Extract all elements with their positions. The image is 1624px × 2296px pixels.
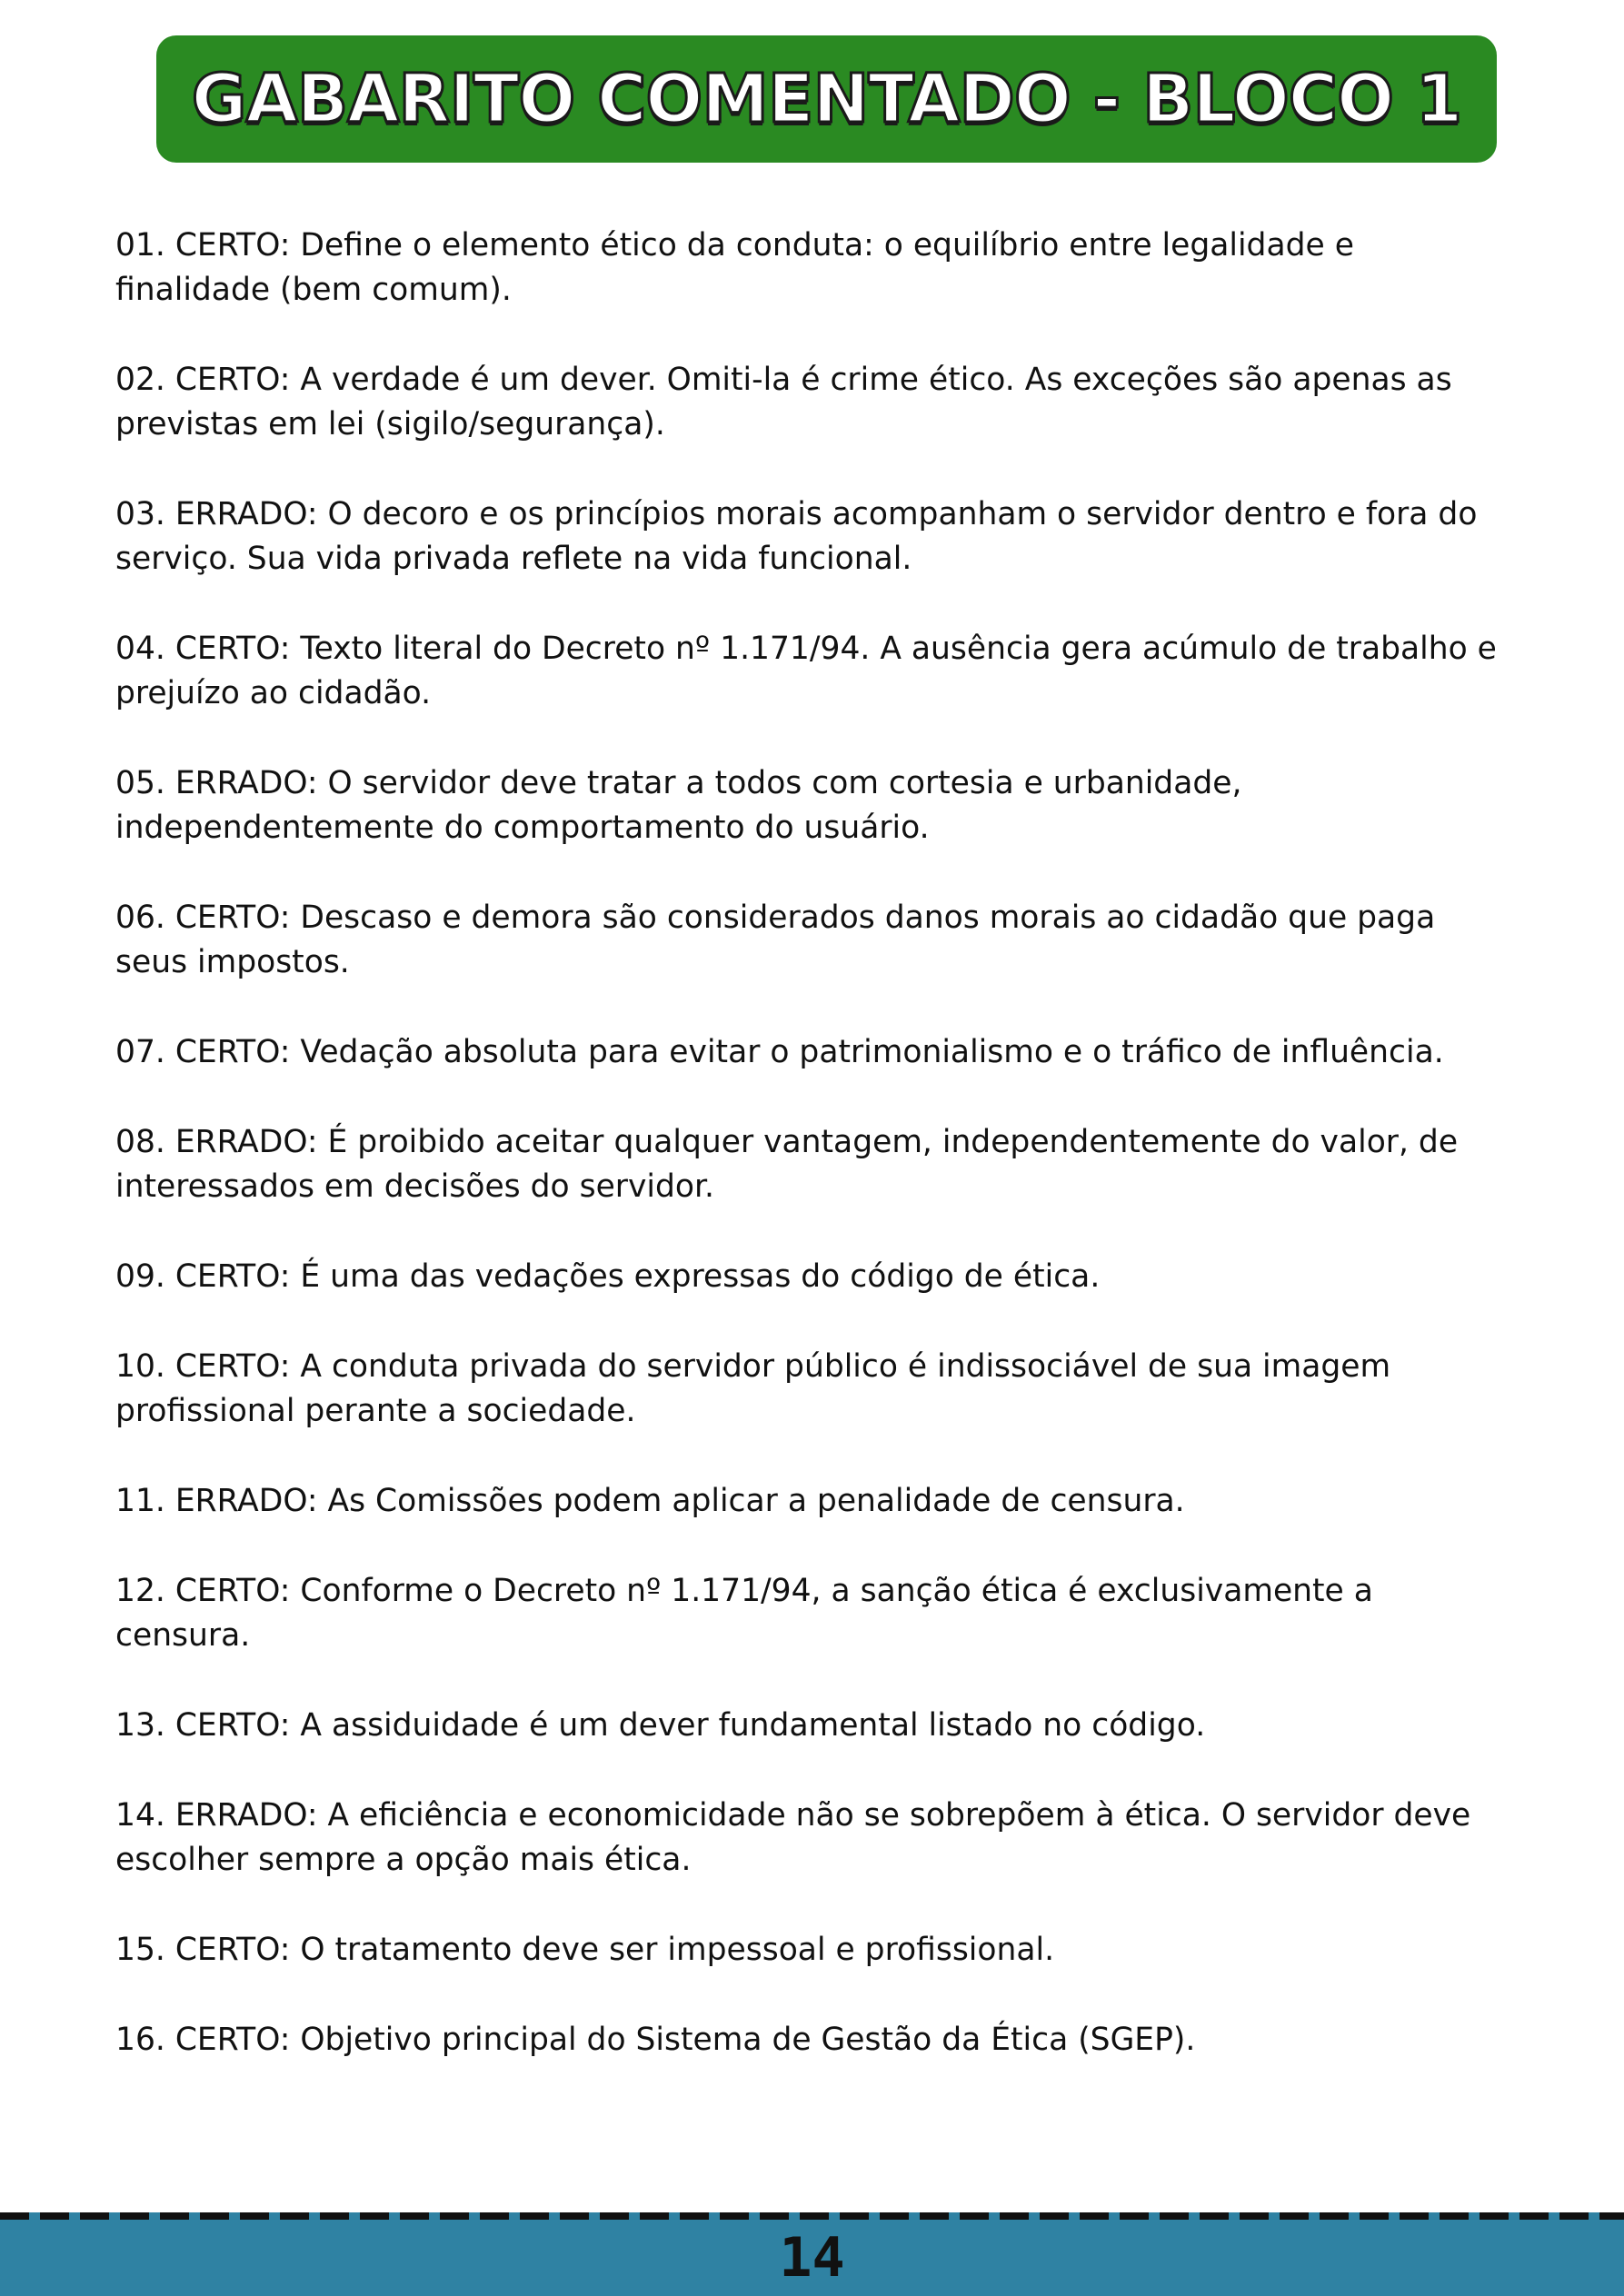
- title-banner: [156, 35, 1497, 163]
- answer-item: 13. CERTO: A assiduidade é um dever fundamental listado no código.: [115, 1707, 1206, 1744]
- answer-item: 02. CERTO: A verdade é um dever. Omiti-la é crime ético. As exceções são apenas as previstas em lei (sigilo/segurança).: [115, 362, 1452, 442]
- answer-item: 12. CERTO: Conforme o Decreto nº 1.171/94, a sanção ética é exclusivamente a censura.: [115, 1573, 1373, 1654]
- footer-dashed-border: [0, 2212, 1624, 2220]
- page-number: 14: [779, 2226, 845, 2290]
- answer-item: 08. ERRADO: É proibido aceitar qualquer vantagem, independentemente do valor, de interessados em decisões do servidor.: [115, 1124, 1459, 1205]
- answer-item: 01. CERTO: Define o elemento ético da conduta: o equilíbrio entre legalidade e finalidade (bem comum).: [115, 227, 1354, 308]
- answer-item: 07. CERTO: Vedação absoluta para evitar o patrimonialismo e o tráfico de influência.: [115, 1034, 1444, 1070]
- answer-item: 05. ERRADO: O servidor deve tratar a todos com cortesia e urbanidade, independentemente do comportamento do usuário.: [115, 765, 1242, 846]
- answer-item: 10. CERTO: A conduta privada do servidor público é indissociável de sua imagem profissional perante a sociedade.: [115, 1348, 1391, 1429]
- answer-item: 09. CERTO: É uma das vedações expressas do código de ética.: [115, 1258, 1101, 1295]
- answer-item: 03. ERRADO: O decoro e os princípios morais acompanham o servidor dentro e fora do serviço. Sua vida privada reflete na vida funcional.: [115, 496, 1478, 577]
- answer-item: 14. ERRADO: A eficiência e economicidade não se sobrepõem à ética. O servidor deve escolher sempre a opção mais ética.: [115, 1797, 1471, 1878]
- answer-item: 06. CERTO: Descaso e demora são considerados danos morais ao cidadão que paga seus impostos.: [115, 900, 1436, 980]
- page-footer: [0, 2212, 1624, 2296]
- answer-item: 04. CERTO: Texto literal do Decreto nº 1.171/94. A ausência gera acúmulo de trabalho e prejuízo ao cidadão.: [115, 631, 1497, 711]
- answer-item: 11. ERRADO: As Comissões podem aplicar a penalidade de censura.: [115, 1483, 1185, 1519]
- page-title: GABARITO COMENTADO - BLOCO 1: [191, 60, 1462, 138]
- answer-item: 16. CERTO: Objetivo principal do Sistema de Gestão da Ética (SGEP).: [115, 2022, 1196, 2058]
- answer-list: [115, 224, 1497, 2108]
- answer-item: 15. CERTO: O tratamento deve ser impessoal e profissional.: [115, 1932, 1055, 1968]
